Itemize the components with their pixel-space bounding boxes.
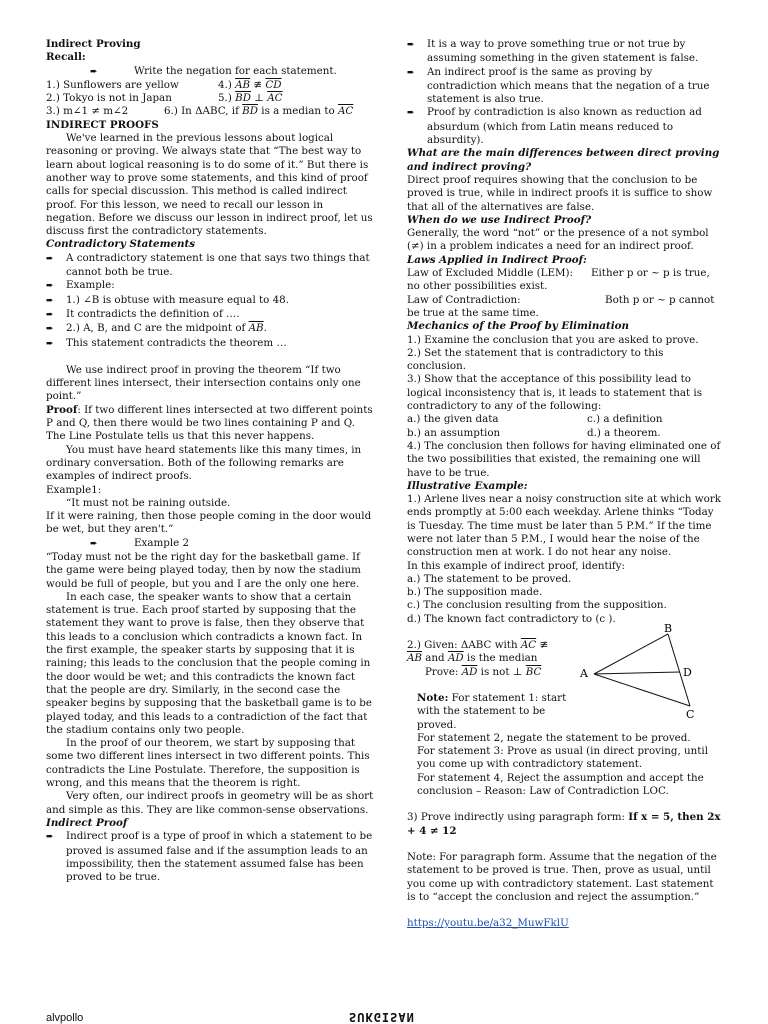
bullet-angle-example: ➨ 1.) ∠B is obtuse with measure equal to 48.: [46, 294, 374, 308]
vertex-a-label: A: [580, 667, 588, 680]
proof-text: : If two different lines intersected at two different points P and Q, then there would be two lines containing P and Q. The Line Postulate tells us that this never happens.: [46, 403, 373, 443]
law-lem: [407, 267, 723, 280]
law-lem-cont: no other possibilities exist.: [407, 280, 548, 293]
segment-ab: $\overline{AB}$: [235, 78, 251, 91]
example1-quote: “It must not be raining outside.: [66, 496, 231, 509]
note-label: Note:: [417, 691, 449, 704]
triangle-diagram: [580, 624, 704, 720]
options-row-2: [407, 427, 723, 440]
law-lem-text: Either p or ~ p is true,: [591, 267, 710, 280]
example2-label: ➨ Example 2: [46, 537, 374, 551]
not-perpendicular-text: is not ⊥: [477, 665, 526, 678]
recall-instruction: ➨ Write the negation for each statement.: [46, 65, 374, 79]
segment-bd: $\overline{BD}$: [242, 105, 258, 118]
not-congruent-symbol: ≇: [250, 78, 266, 91]
bullet-reductio: ➨ Proof by contradiction is also known as reduction ad absurdum (which from Latin means reduced to absurdity).: [407, 106, 723, 147]
option-b: b.) an assumption: [407, 426, 501, 439]
recall-item-4-label: 4.): [218, 78, 232, 91]
footer-author: alvpollo: [46, 1012, 84, 1024]
recall-item-5-label: 5.): [218, 92, 232, 105]
lesson-title: Indirect Proving: [46, 38, 141, 50]
left-column: [46, 38, 374, 884]
footer-brand-mirrored: SUKGISAN: [349, 1010, 415, 1024]
segment-bd: $\overline{BD}$: [235, 92, 251, 105]
segment-ab: $\overline{AB}$: [407, 652, 423, 665]
example1-label: Example1:: [46, 483, 102, 496]
note-statement-1: [407, 692, 567, 732]
note-1-text: For statement 1: start with the statement to be proved.: [417, 691, 567, 731]
note-statement-4: For statement 4, Reject the assumption and accept the conclusion – Reason: Law of Contradiction LOC.: [417, 771, 704, 798]
bullet-definition: ➨ A contradictory statement is one that says two things that cannot both be true.: [46, 252, 374, 280]
example1-text: If it were raining, then those people coming in the door would be wet, but they aren't.”: [46, 510, 372, 536]
law-contradiction-text: Both p or ~ p cannot: [605, 293, 715, 306]
very-often-paragraph: Very often, our indirect proofs in geometry will be as short and simple as this. They are like common-sense observations.: [46, 790, 374, 816]
prove-label: Prove:: [425, 665, 462, 678]
differences-text: Direct proof requires showing that the conclusion to be proved is true, while in indirect proofs it is suffice to show that all of the alternatives are false.: [407, 173, 713, 213]
segment-ac: $\overline{AC}$: [267, 92, 283, 105]
identify-a: a.) The statement to be proved.: [407, 572, 572, 585]
mechanics-step-4: 4.) The conclusion then follows for having eliminated one of the two possibilities that existed, the remaining one will have to be true.: [407, 439, 721, 479]
bullet-midpoint-example: [46, 322, 374, 336]
segment-ac: $\overline{AC}$: [337, 105, 354, 118]
identify-d: d.) The known fact contradictory to (c ).: [407, 612, 616, 625]
recall-item-6-label: 6.) In ΔABC, if: [164, 105, 239, 118]
side-ab: [594, 634, 668, 674]
median-text: is the median: [463, 652, 538, 665]
each-case-paragraph: In each case, the speaker wants to show that a certain statement is true. Each proof started by supposing that the statement they want to prove is false, then they observe that this leads to a conclusion which contradicts a known fact. In the first example, the speaker starts by supposing that it is raining; this leads to the conclusion that the people coming in the door would be wet; and this contradicts the known fact that the people are dry. Similarly, in the second case the speaker begins by supposing that the basketball game is to be played today, and this leads to a contradiction of the fact that the stadium contains only two people.: [46, 590, 372, 736]
bullet-same-as-contradiction: ➨ An indirect proof is the same as proving by contradiction which means that the negation of a true statement is also true.: [407, 66, 723, 107]
period: .: [263, 322, 267, 335]
option-a: a.) the given data: [407, 413, 499, 426]
point-d-label: D: [683, 666, 692, 679]
recall-item-2: 2.) Tokyo is not in Japan: [46, 92, 172, 105]
heard-paragraph: You must have heard statements like this many times, in ordinary conversation. Both of the following remarks are examples of indirect proofs.: [46, 443, 362, 483]
recall-row-3: [46, 105, 374, 118]
identify-c: c.) The conclusion resulting from the supposition.: [407, 599, 667, 612]
indirect-proofs-heading: INDIRECT PROOFS: [46, 118, 159, 131]
vertex-c-label: C: [686, 708, 695, 720]
recall-item-6-mid: is a median to: [258, 105, 338, 118]
illustrative-heading: Illustrative Example:: [407, 479, 528, 492]
recall-row-1: [46, 79, 374, 92]
segment-ad: $\overline{AD}$: [447, 652, 464, 665]
identify-b: b.) The supposition made.: [407, 586, 543, 599]
when-text: Generally, the word “not” or the presence of a not symbol (≠) in a problem indicates a need for an indirect proof.: [407, 227, 709, 253]
law-contradiction-cont: be true at the same time.: [407, 306, 539, 319]
mechanics-heading: Mechanics of the Proof by Elimination: [407, 320, 630, 333]
mechanics-step-1: 1.) Examine the conclusion that you are asked to prove.: [407, 333, 699, 346]
example3: [407, 811, 723, 838]
segment-bc: $\overline{BC}$: [525, 665, 542, 678]
options-row-1: [407, 413, 723, 426]
paragraph-form-note: Note: For paragraph form. Assume that the negation of the statement to be proved is true. Then, prove as usual, until you come up with contradictory statement. Last statement is to “accept the conclusion and reject the assumption.”: [407, 850, 717, 903]
bullet-contradicts-definition: ➨ It contradicts the definition of ….: [46, 308, 374, 322]
proof-label: Proof: [46, 403, 78, 416]
law-contradiction: [407, 294, 723, 307]
midpoint-text: 2.) A, B, and C are the midpoint of: [66, 322, 249, 335]
note-statement-2: For statement 2, negate the statement to be proved.: [417, 731, 691, 744]
contradictory-heading: Contradictory Statements: [46, 238, 196, 251]
not-congruent-symbol: ≇: [536, 639, 549, 652]
recall-item-1: 1.) Sunflowers are yellow: [46, 78, 179, 91]
example3-statement: If x = 5, then 2x + 4 ≠ 12: [407, 811, 721, 837]
video-link[interactable]: https://youtu.be/a32_MuwFklU: [407, 917, 569, 930]
segment-cd: $\overline{CD}$: [265, 78, 282, 91]
given-text: 2.) Given: ΔABC with: [407, 639, 521, 652]
perpendicular-symbol: ⊥: [250, 92, 268, 105]
option-c: c.) a definition: [587, 413, 663, 426]
recall-item-3: 3.) m∠1 ≠ m∠2: [46, 105, 129, 118]
side-ac: [594, 674, 690, 706]
recall-item-4: [218, 79, 281, 92]
recall-heading: Recall:: [46, 51, 86, 64]
bullet-example: ➨ Example:: [46, 279, 374, 293]
recall-item-5: [218, 92, 283, 105]
differences-heading: What are the main differences between direct proving and indirect proving?: [407, 147, 720, 173]
indirect-proof-definition: ➨ Indirect proof is a type of proof in which a statement to be proved is assumed false and if the assumption leads to an impossibility, then the statement assumed false has been proved to be true.: [46, 830, 374, 884]
and-text: and: [422, 652, 448, 665]
segment-ab: $\overline{AB}$: [248, 322, 264, 335]
segment-ad: $\overline{AD}$: [461, 665, 478, 678]
right-column: [407, 38, 723, 930]
mechanics-step-3: 3.) Show that the acceptance of this possibility lead to logical inconsistency that is, it leads to statement that is contradictory to any of the following:: [407, 373, 702, 413]
vertex-b-label: B: [664, 624, 673, 635]
bullet-way-to-prove: ➨ It is a way to prove something true or not true by assuming something in the given statement is false.: [407, 38, 723, 66]
indirect-proof-heading: Indirect Proof: [46, 816, 128, 829]
proof-paragraph: [46, 404, 374, 444]
identify-text: In this example of indirect proof, identify:: [407, 559, 625, 572]
example2-text: “Today must not be the right day for the basketball game. If the game were being played today, then by now the stadium would be full of people, but you and I are the only one here.: [46, 550, 361, 590]
segment-ad-line: [594, 672, 680, 674]
option-d: d.) a theorem.: [587, 426, 661, 439]
recall-row-2: [46, 92, 374, 105]
laws-heading: Laws Applied in Indirect Proof:: [407, 253, 587, 266]
theorem-paragraph: We use indirect proof in proving the theorem “If two different lines intersect, their intersection contains only one point.”: [46, 363, 361, 403]
bullet-contradicts-theorem: ➨ This statement contradicts the theorem …: [46, 337, 374, 351]
our-theorem-paragraph: In the proof of our theorem, we start by supposing that some two different lines intersect in two different points. This contradicts the Line Postulate. Therefore, the supposition is wrong, and this means that the theorem is right.: [46, 737, 370, 790]
law-contradiction-name: Law of Contradiction:: [407, 293, 521, 306]
when-heading: When do we use Indirect Proof?: [407, 213, 592, 226]
law-lem-name: Law of Excluded Middle (LEM):: [407, 267, 573, 280]
recall-item-6: [164, 105, 353, 118]
segment-ac: $\overline{AC}$: [520, 639, 537, 652]
intro-paragraph: We've learned in the previous lessons about logical reasoning or proving. We always state that “The best way to learn about logical reasoning is to do some of it.” But there is another way to prove some statements, and this kind of proof calls for special discussion. This method is called indirect proof. For this lesson, we need to recall our lesson in negation. Before we discuss our lesson in indirect proof, let us discuss first the contradictory statements.: [46, 132, 373, 238]
note-statement-3: For statement 3: Prove as usual (in direct proving, until you come up with contradictory statement.: [417, 745, 709, 771]
example3-text: 3) Prove indirectly using paragraph form:: [407, 811, 629, 824]
mechanics-step-2: 2.) Set the statement that is contradictory to this conclusion.: [407, 346, 664, 373]
example-arlene: 1.) Arlene lives near a noisy construction site at which work ends promptly at 5:00 each weekday. Arlene thinks “Today is Tuesday. The time must be later than 5 P.M.” If the time were not later than 5 P.M., I would hear the noise of the construction men at work. I do not hear any noise.: [407, 493, 721, 559]
